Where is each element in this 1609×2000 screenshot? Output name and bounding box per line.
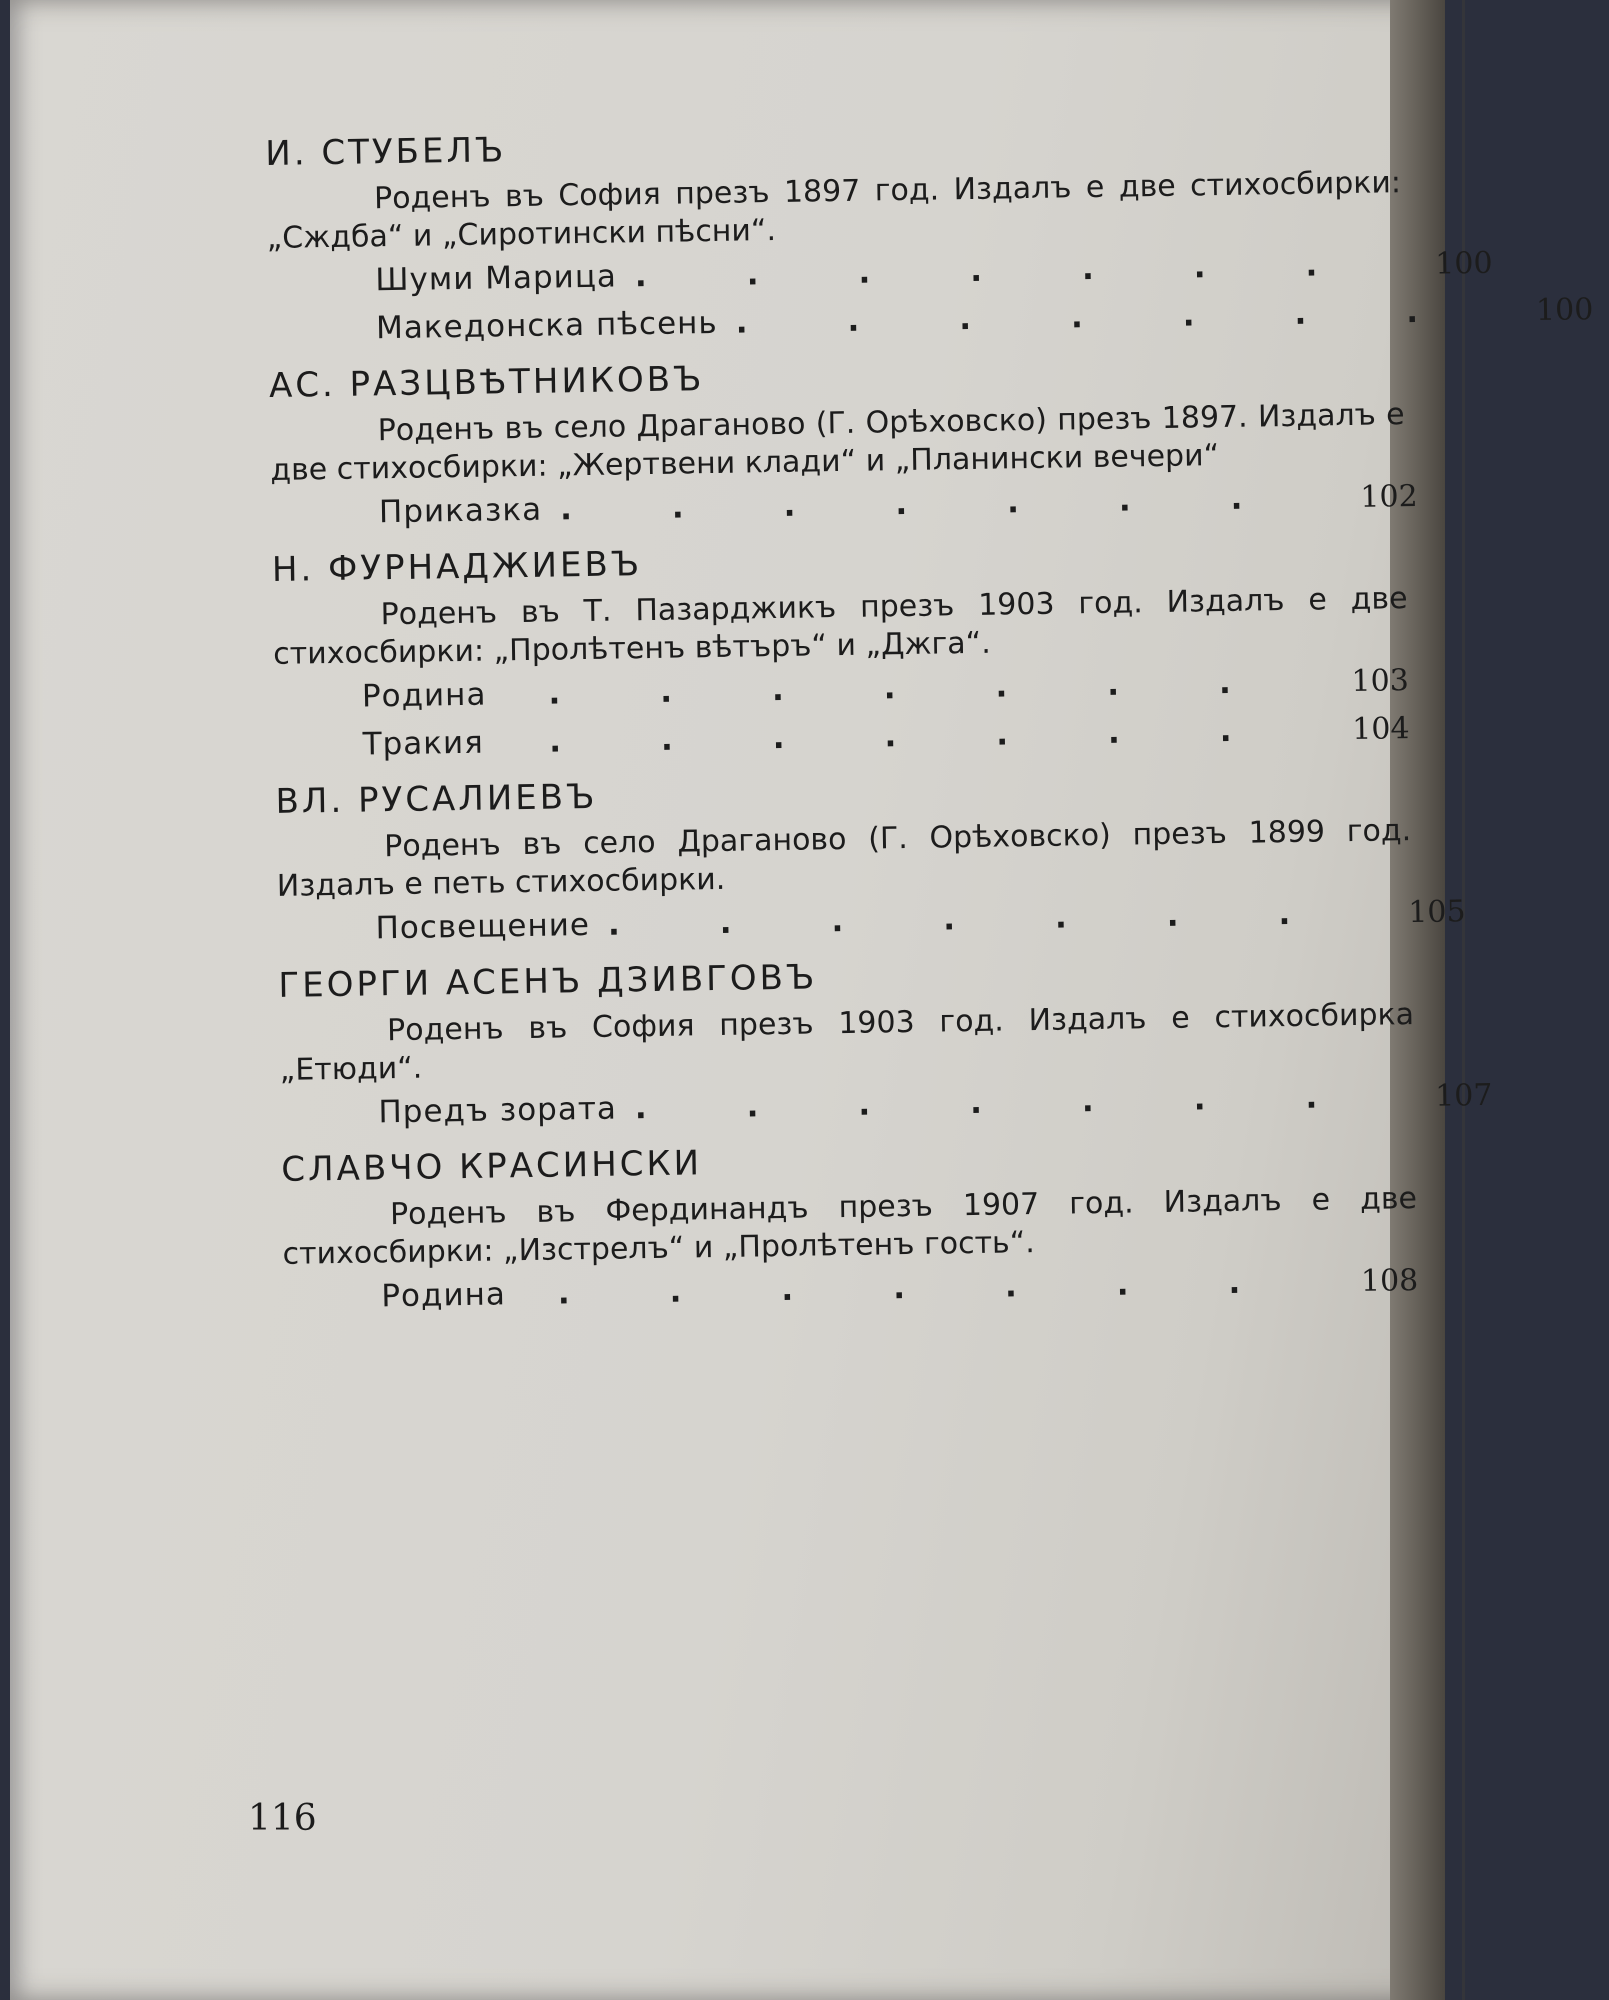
author-name: Н. ФУРНАДЖИЕВЪ	[271, 544, 643, 590]
author-bio: Роденъ въ Фердинандъ презъ 1907 год. Издалъ е две стихосбирки: „Изстрелъ“ и „Пролѣтенъ гость“.	[282, 1181, 1418, 1272]
toc-entry	[268, 344, 1418, 538]
toc-entry	[265, 112, 1594, 354]
author-name: АС. РАЗЦВѢТНИКОВЪ	[268, 359, 705, 406]
toc-entry	[272, 528, 1410, 770]
author-name: И. СТУБЕЛЪ	[265, 130, 507, 174]
page-number: 104	[1352, 711, 1410, 747]
poem-title: Посвещение	[375, 906, 591, 947]
book-page	[10, 0, 1594, 2000]
poem-title: Шуми Марица	[375, 258, 618, 299]
dot-leader: .......	[557, 1263, 1341, 1312]
page-number: 100	[1535, 292, 1594, 329]
author-name: ГЕОРГИ АСЕНЪ ДЗИВГОВЪ	[278, 957, 818, 1006]
poem-title: Македонска пѣсень	[375, 304, 718, 347]
author-bio: Роденъ въ София презъ 1903 год. Издалъ е стихосбирка „Етюди“.	[279, 997, 1415, 1088]
table-of-contents	[265, 112, 1594, 1330]
dot-leader: .......	[634, 245, 1418, 295]
page-number: 103	[1351, 663, 1410, 699]
page-number: 102	[1360, 478, 1418, 515]
dot-leader: .......	[548, 663, 1332, 712]
author-name: ВЛ. РУСАЛИЕВЪ	[275, 776, 598, 822]
page-number: 105	[1408, 894, 1466, 931]
poem-title: Родина	[381, 1276, 507, 1315]
toc-entry	[275, 760, 1466, 954]
poem-title: Тракия	[362, 724, 485, 763]
folio-page-number: 116	[248, 1798, 317, 1839]
page-number: 108	[1360, 1263, 1419, 1299]
poem-title: Предъ зората	[378, 1090, 618, 1131]
author-bio: Роденъ въ София презъ 1897 год. Издалъ е две стихосбирки: „Сждба“ и „Сиротински пѣсни“.	[266, 165, 1402, 256]
poem-title: Родина	[361, 676, 487, 715]
page-number: 107	[1434, 1077, 1493, 1114]
toc-entry	[281, 1128, 1419, 1322]
dot-leader: .......	[735, 292, 1519, 341]
dot-leader: .......	[559, 479, 1343, 528]
toc-entry	[278, 944, 1493, 1138]
author-bio: Роденъ въ село Драганово (Г. Орѣховско) презъ 1897. Издалъ е две стихосбирки: „Жертвени клади“ и „Планински вечери“	[270, 397, 1405, 488]
author-bio: Роденъ въ село Драганово (Г. Орѣховско) презъ 1899 год. Издалъ е петь стихосбирки.	[276, 813, 1412, 904]
author-name: СЛАВЧО КРАСИНСКИ	[281, 1143, 703, 1190]
dot-leader: .......	[634, 1078, 1418, 1127]
dot-leader: .......	[607, 894, 1391, 943]
dot-leader: .......	[548, 711, 1332, 760]
poem-title: Приказка	[378, 491, 543, 531]
page-number: 100	[1434, 245, 1493, 282]
author-bio: Роденъ въ Т. Пазарджикъ презъ 1903 год. Издалъ е две стихосбирки: „Пролѣтенъ вѣтъръ“ и „Джга“.	[272, 581, 1408, 672]
